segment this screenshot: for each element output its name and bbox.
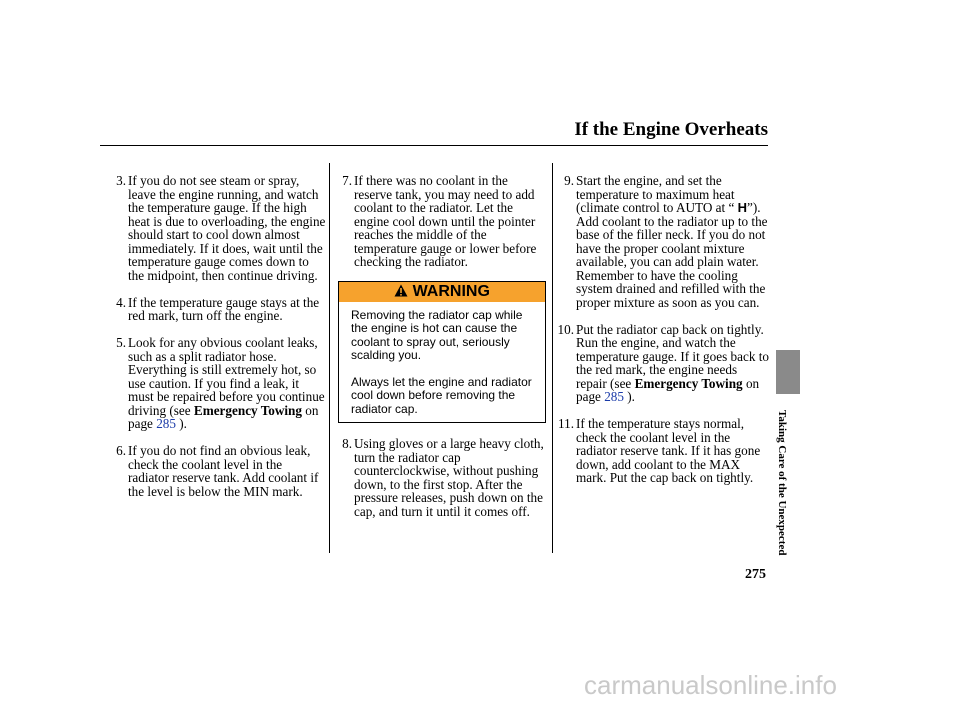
- page-link-285[interactable]: 285: [156, 416, 176, 431]
- step-text: Start the engine, and set the temperature to maximum heat (climate control to AUTO at: [576, 173, 735, 215]
- step-number: 4.: [116, 294, 126, 310]
- warning-text-2: Always let the engine and radiator cool down before removing the radiator cap.: [351, 374, 532, 416]
- step-number: 10.: [557, 321, 574, 337]
- warning-header: [339, 282, 545, 302]
- step-number: 7.: [342, 173, 352, 188]
- watermark: carmanualsonline.info: [584, 670, 837, 700]
- step-10: 10. Put the radiator cap back on tightly. Run the engine, and watch the temperature gauge. If it goes back to the red mark, the engine needs repair (see Emergency Towing on page 285 ).: [548, 323, 770, 404]
- column-2: [326, 174, 546, 518]
- step-text: Using gloves or a large heavy cloth, turn the radiator cap counterclockwise, without pushing down, to the first stop. After the pressure releases, push down on the cap, and turn it until it comes off.: [354, 436, 544, 519]
- step-text: If you do not see steam or spray, leave the engine running, and watch the temperature gauge. If the high heat is due to overloading, the engine should start to cool down almost immediately. If it does, wait until the temperature gauge comes down to the midpoint, then continue driving.: [128, 173, 326, 283]
- emergency-towing-ref: Emergency Towing: [193, 402, 302, 418]
- step-7: [326, 174, 546, 269]
- step-number: 8.: [342, 436, 352, 451]
- step-11: [548, 417, 770, 485]
- step-text: Look for any obvious coolant leaks, such as a split radiator hose. Everything is still extremely hot, so use caution. If you find a leak, it must be repaired before you continue driving (see: [128, 335, 325, 418]
- page-title: If the Engine Overheats: [574, 119, 768, 140]
- warning-box: [338, 281, 546, 424]
- step-number: 3.: [116, 173, 126, 188]
- step-number: 6.: [116, 443, 126, 458]
- column-3: [548, 174, 770, 485]
- column-1: [100, 174, 326, 498]
- warning-text-1: Removing the radiator cap while the engine is hot can cause the coolant to spray out, seriously scalding you.: [351, 307, 523, 362]
- max-heat-icon: H: [737, 200, 748, 215]
- step-number: 5.: [116, 335, 126, 350]
- step-5: 5. Look for any obvious coolant leaks, such as a split radiator hose. Everything is still extremely hot, so use caution. If you find a leak, it must be repaired before you continue driving (see Emergency Towing on page 285 ).: [100, 336, 326, 431]
- step-3: [100, 174, 326, 282]
- emergency-towing-ref: Emergency Towing: [634, 375, 743, 391]
- step-9: 9. Start the engine, and set the temperature to maximum heat (climate control to AUTO at “ H”). Add coolant to the radiator up to the base of the filler neck. If you do not have the proper coolant mixture available, you can add plain water. Remember to have the cooling system drained and refilled with the proper mixture as soon as you can.: [548, 174, 770, 309]
- step-number: 11.: [558, 416, 574, 431]
- section-label: Taking Care of the Unexpected: [776, 410, 788, 556]
- step-8: [326, 437, 546, 518]
- step-text: If there was no coolant in the reserve tank, you may need to add coolant to the radiator. Let the engine cool down until the pointer reaches the middle of the temperature gauge or lower before checking the radiator.: [354, 173, 537, 269]
- step-text: If the temperature stays normal, check the coolant level in the radiator reserve tank. If it has gone down, add coolant to the MAX mark. Put the cap back on tightly.: [576, 416, 761, 485]
- page-number: 275: [745, 567, 766, 582]
- header-rule: [100, 145, 768, 146]
- step-text: If the temperature gauge stays at the red mark, turn off the engine.: [128, 294, 320, 323]
- step-4: [100, 296, 326, 323]
- page-link-285[interactable]: 285: [604, 389, 624, 404]
- warning-label: WARNING: [412, 282, 490, 300]
- step-text: If you do not find an obvious leak, check the coolant level in the radiator reserve tank. Add coolant if the level is below the MIN mark.: [128, 443, 319, 499]
- warning-body: [339, 302, 545, 423]
- step-number: 9.: [564, 173, 574, 188]
- step-6: [100, 444, 326, 498]
- step-text: Put the radiator cap back on tightly. Run the engine, and watch the temperature gauge. If it goes back to the red mark, the engine needs repair (see: [576, 321, 769, 391]
- section-tab: [776, 350, 800, 394]
- warning-triangle-icon: [394, 284, 408, 297]
